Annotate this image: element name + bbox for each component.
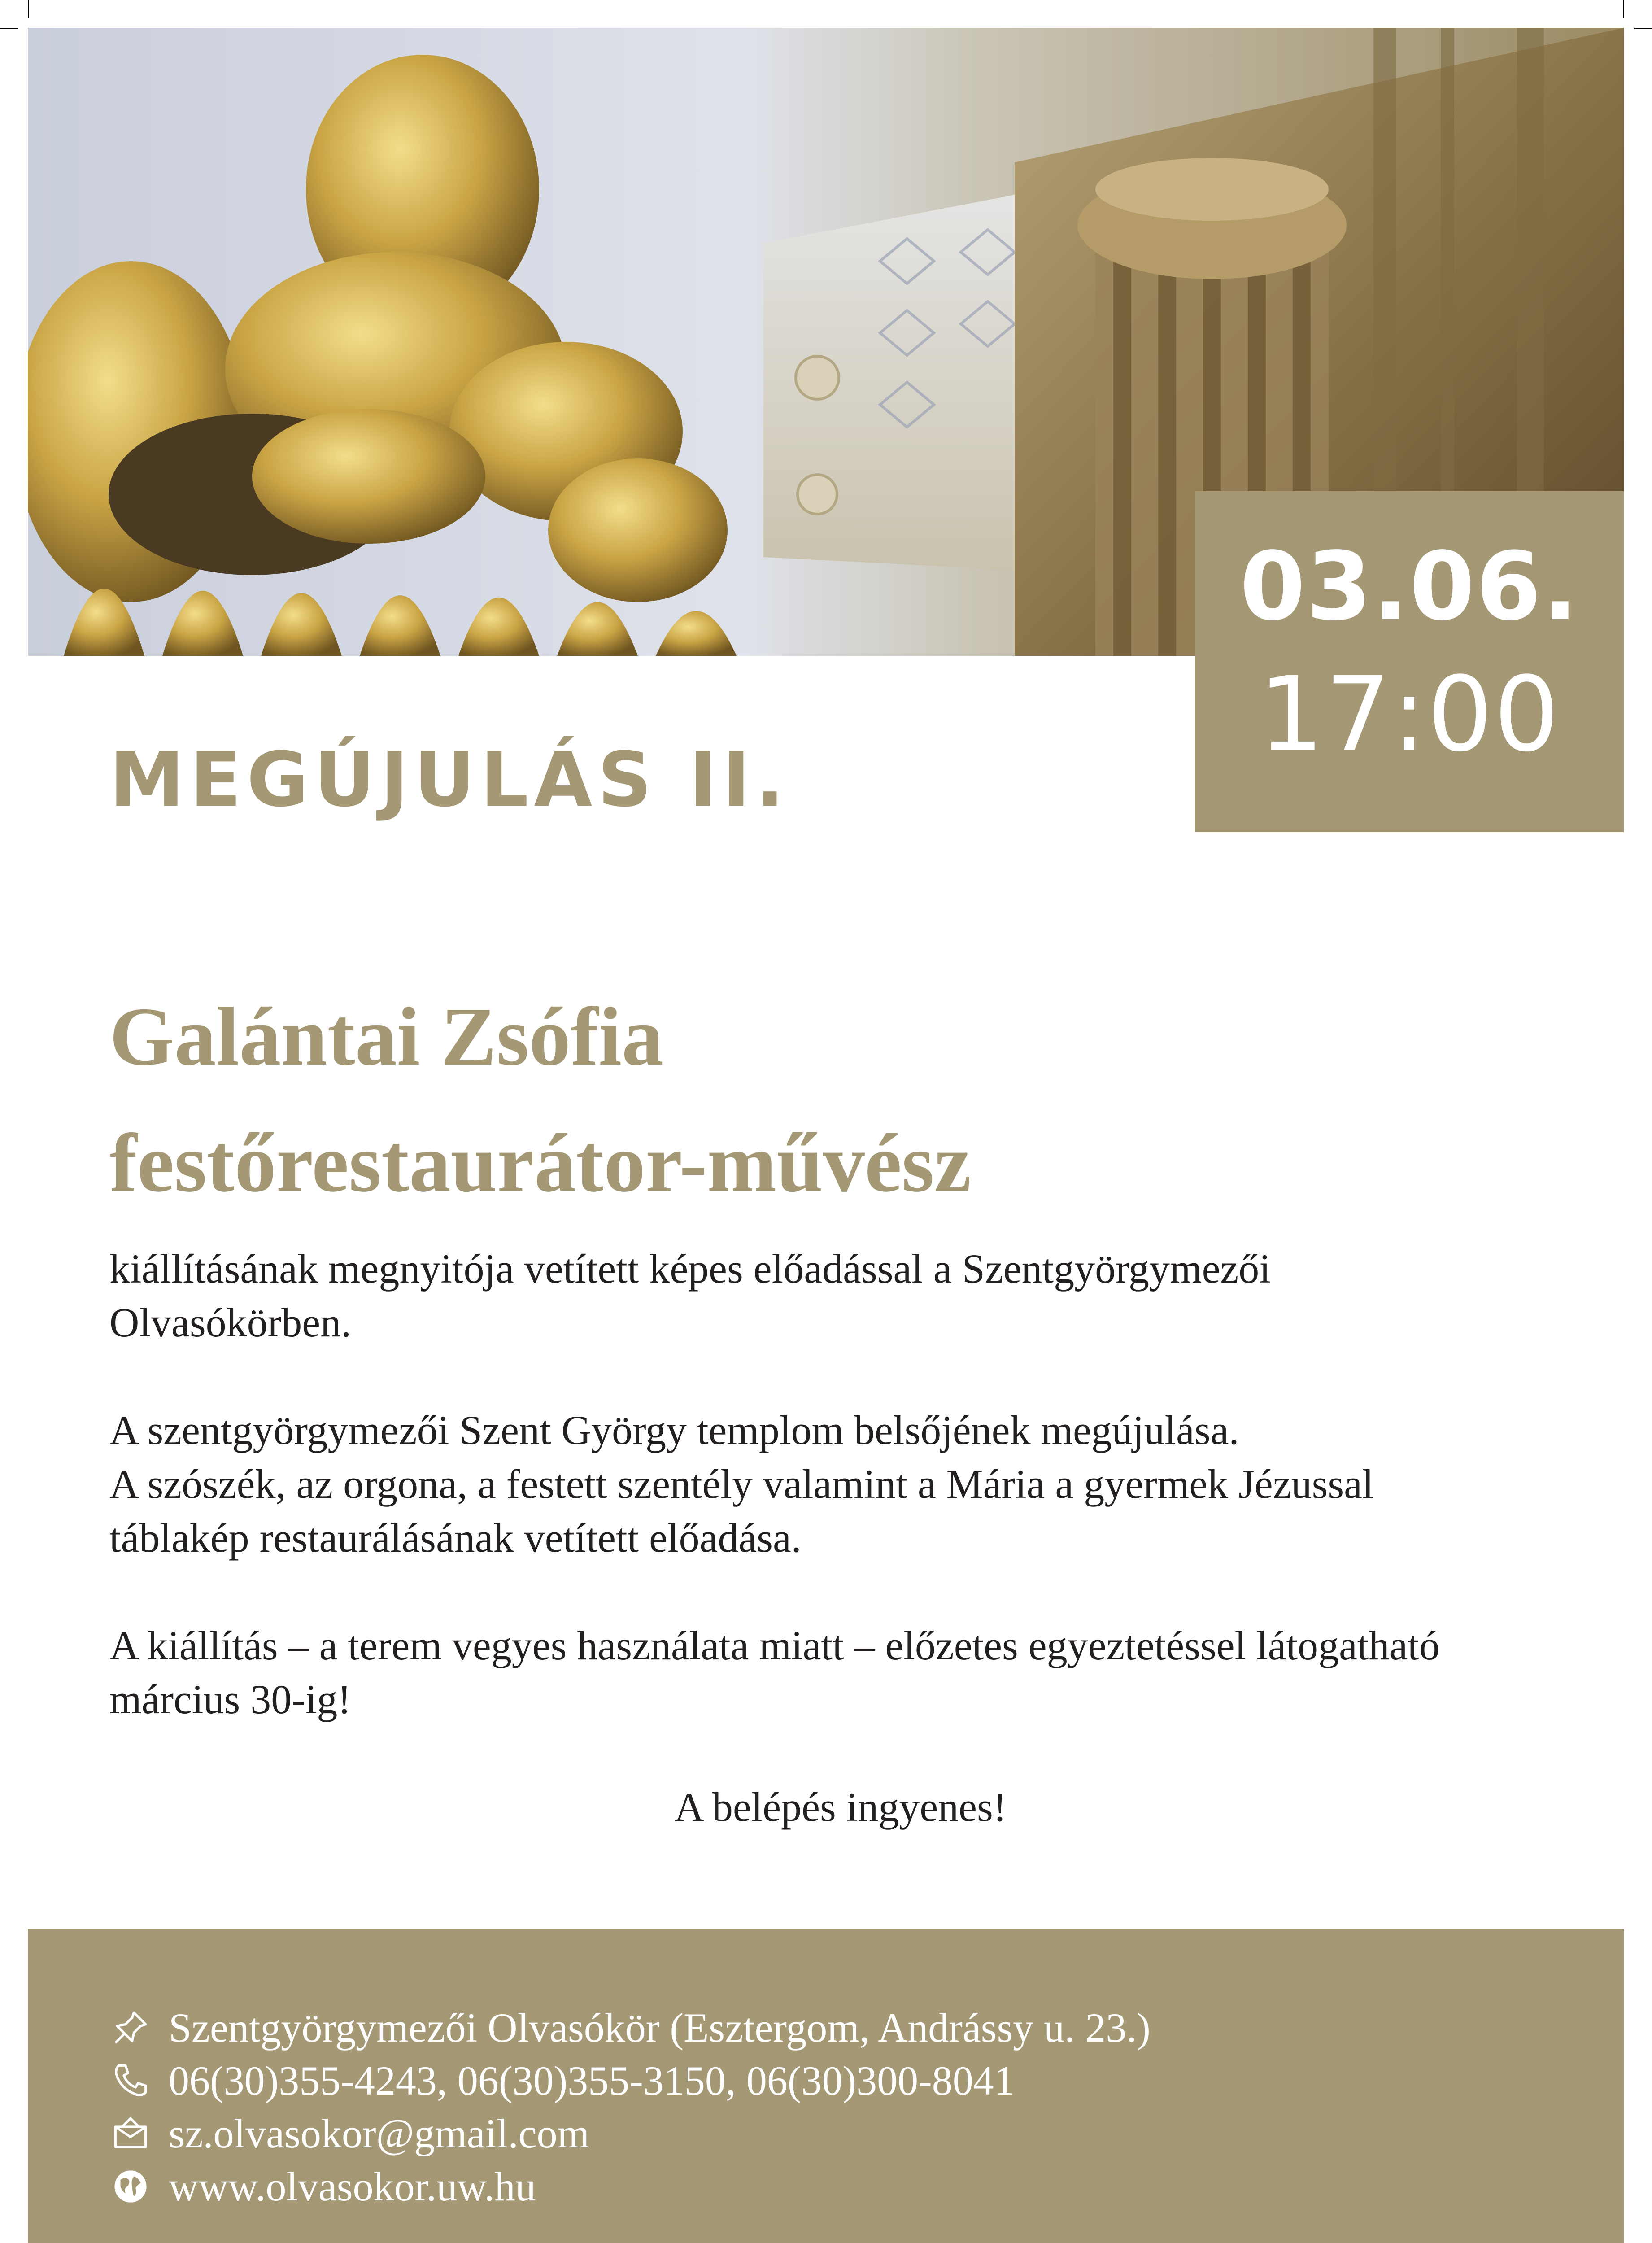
crop-mark — [1634, 28, 1652, 29]
visiting-paragraph: A kiállítás – a terem vegyes használata miatt – előzetes egyeztetéssel látogatható március 30-ig! — [109, 1623, 1440, 1722]
artist-heading — [109, 973, 971, 1226]
contact-website: www.olvasokor.uw.hu — [110, 2160, 536, 2213]
crop-mark — [1623, 0, 1624, 18]
pushpin-icon — [110, 2007, 151, 2048]
restoration-paragraph: A szentgyörgymezői Szent György templom belsőjének megújulása. A szószék, az orgona, a festett szentély valamint a Mária a gyermek Jézussal táblakép restaurálásának vetített előadása. — [109, 1407, 1374, 1561]
event-time: 17:00 — [1258, 655, 1560, 775]
contact-phones: 06(30)355-4243, 06(30)355-3150, 06(30)300-8041 — [110, 2054, 1015, 2108]
date-time-box — [1195, 491, 1624, 832]
artist-profession: festőrestaurátor-művész — [109, 1117, 972, 1209]
free-entry-note: A belépés ingyenes! — [674, 1784, 1007, 1830]
artist-name: Galántai Zsófia — [109, 991, 663, 1083]
contact-address: Szentgyörgymezői Olvasókör (Esztergom, Andrássy u. 23.) — [110, 2001, 1151, 2055]
phone-icon — [110, 2060, 151, 2101]
crop-mark — [28, 0, 29, 18]
intro-paragraph: kiállításának megnyitója vetített képes előadással a Szentgyörgymezői Olvasókörben. — [109, 1246, 1271, 1345]
event-date: 03.06. — [1239, 532, 1579, 641]
globe-icon — [110, 2166, 151, 2207]
contact-email: sz.olvasokor@gmail.com — [110, 2107, 589, 2160]
crop-mark — [0, 28, 18, 29]
description — [109, 1242, 1572, 1888]
envelope-icon — [110, 2113, 151, 2154]
contact-footer — [28, 1929, 1624, 2243]
event-title: MEGÚJULÁS II. — [109, 736, 790, 824]
